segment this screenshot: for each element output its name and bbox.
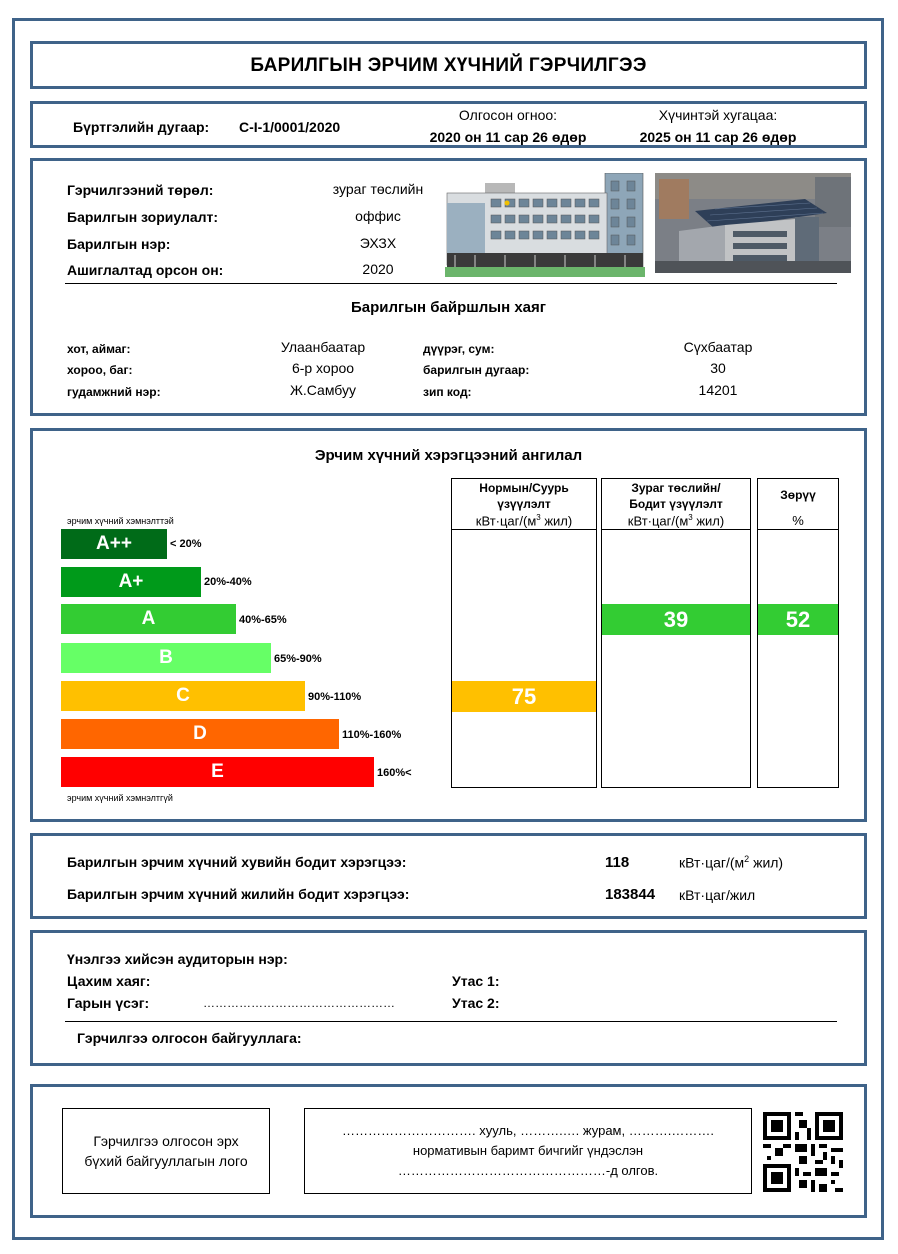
class-label-e: E xyxy=(211,761,224,782)
city-label: хот, аймаг: xyxy=(67,342,131,356)
issued-date: 2020 он 11 сар 26 өдөр xyxy=(429,129,587,145)
norm-value: 75 xyxy=(511,683,537,709)
email-label: Цахим хаяг: xyxy=(67,973,151,989)
design-unit xyxy=(601,513,751,528)
legal-line-1: …………………………. хууль, ……….…. журам, ……….………. xyxy=(342,1123,714,1138)
specific-consumption-unit xyxy=(679,854,783,871)
zip-code-label: зип код: xyxy=(423,385,472,399)
commission-year-value: 2020 xyxy=(362,261,394,277)
specific-consumption-value: 118 xyxy=(605,854,630,871)
commission-year-label: Ашиглалтад орсон он: xyxy=(67,262,224,278)
norm-unit-tail: жил) xyxy=(540,513,573,529)
efficient-caption: эрчим хүчний хэмнэлттэй xyxy=(67,516,174,526)
building-photo xyxy=(655,173,851,273)
class-bar-b xyxy=(61,643,271,673)
city-value: Улаанбаатар xyxy=(280,339,366,355)
legal-line-2: нормативын баримт бичгийг үндэслэн xyxy=(412,1143,644,1158)
class-bar-a xyxy=(61,604,236,634)
page-title: БАРИЛГЫН ЭРЧИМ ХҮЧНИЙ ГЭРЧИЛГЭЭ xyxy=(250,55,647,76)
certificate-type-value: зураг төслийн xyxy=(332,181,424,197)
auditor-name-label: Үнэлгээ хийсэн аудиторын нэр: xyxy=(67,951,288,967)
khoroo-value: 6-р хороо xyxy=(291,360,355,376)
annual-consumption-unit: кВт·цаг/жил xyxy=(679,887,756,903)
design-unit-main: кВт·цаг/(м xyxy=(627,513,689,529)
norm-unit-sup: 3 xyxy=(536,513,541,522)
logo-text-line-2: бүхий байгууллагын лого xyxy=(84,1153,248,1169)
valid-until-date: 2025 он 11 сар 26 өдөр xyxy=(639,129,797,145)
class-label-a: A xyxy=(141,608,156,629)
design-unit-tail: жил) xyxy=(692,513,725,529)
footer-panel xyxy=(30,1084,867,1218)
consumption-panel xyxy=(30,833,867,919)
title-panel xyxy=(30,41,867,89)
issuing-organization-label: Гэрчилгээ олгосон байгууллага: xyxy=(77,1030,302,1046)
class-bar-e xyxy=(61,757,374,787)
class-range-a-plus: 20%-40% xyxy=(204,576,252,588)
address-heading: Барилгын байршлын хаяг xyxy=(350,299,547,316)
difference-value: 52 xyxy=(785,606,811,632)
qr-code-icon xyxy=(763,1112,843,1192)
design-value: 39 xyxy=(663,606,689,632)
design-header-line xyxy=(601,529,751,530)
district-value: Сүхбаатар xyxy=(683,339,753,355)
design-value-cell xyxy=(602,604,750,635)
class-label-c: C xyxy=(176,685,190,706)
street-value: Ж.Самбуу xyxy=(289,382,357,398)
difference-header-line xyxy=(757,529,839,530)
phone-1-label: Утас 1: xyxy=(452,973,500,989)
building-purpose-label: Барилгын зориулалт: xyxy=(67,209,219,225)
class-range-b: 65%-90% xyxy=(274,653,322,665)
building-number-value: 30 xyxy=(710,360,726,376)
difference-title: Зөрүү xyxy=(780,488,816,502)
class-label-a-plus: A+ xyxy=(118,571,144,592)
phone-2-label: Утас 2: xyxy=(452,995,500,1011)
class-range-d: 110%-160% xyxy=(342,729,402,741)
class-bar-a-plus xyxy=(61,567,201,597)
class-range-c: 90%-110% xyxy=(308,691,362,703)
certificate-type-label: Гэрчилгээний төрөл: xyxy=(67,182,214,198)
valid-until-label: Хүчинтэй хугацаа: xyxy=(658,107,778,123)
signature-dots: ………………………………………… xyxy=(203,996,395,1010)
class-bar-c xyxy=(61,681,305,711)
district-label: дүүрэг, сум: xyxy=(423,342,495,356)
class-label-b: B xyxy=(159,647,173,668)
building-name-label: Барилгын нэр: xyxy=(67,236,171,252)
specific-unit-main: кВт·цаг/(м xyxy=(679,854,745,871)
zip-code-value: 14201 xyxy=(698,382,738,398)
design-title-1: Зураг төслийн/ xyxy=(631,481,721,495)
auditor-panel xyxy=(30,930,867,1066)
norm-value-cell xyxy=(452,681,596,712)
classification-heading: Эрчим хүчний хэрэгцээний ангилал xyxy=(314,447,583,464)
norm-title-1: Нормын/Суурь xyxy=(479,481,569,495)
building-name-value: ЭХЗХ xyxy=(359,235,397,251)
difference-unit: % xyxy=(792,513,804,528)
building-divider xyxy=(65,283,837,284)
legal-line-3: …………………………………………-д олгов. xyxy=(397,1163,659,1178)
registration-label: Бүртгэлийн дугаар: xyxy=(73,119,210,135)
khoroo-label: хороо, баг: xyxy=(67,363,133,377)
norm-unit xyxy=(451,513,597,528)
annual-consumption-value: 183844 xyxy=(605,886,656,903)
registration-panel xyxy=(30,101,867,148)
signature-label: Гарын үсэг: xyxy=(67,995,150,1011)
norm-title-2: үзүүлэлт xyxy=(497,497,551,511)
specific-unit-sup: 2 xyxy=(744,854,750,864)
logo-text-line-1: Гэрчилгээ олгосон эрх xyxy=(93,1133,239,1149)
inefficient-caption: эрчим хүчний хэмнэлтгүй xyxy=(67,793,173,803)
class-label-a-plus-plus: A++ xyxy=(96,533,132,554)
annual-consumption-label: Барилгын эрчим хүчний жилийн бодит хэрэгцээ: xyxy=(67,886,410,902)
design-unit-sup: 3 xyxy=(688,513,693,522)
organization-logo-box xyxy=(62,1108,270,1194)
street-label: гудамжний нэр: xyxy=(67,385,161,399)
class-bar-a-plus-plus xyxy=(61,529,167,559)
class-range-a: 40%-65% xyxy=(239,614,287,626)
building-elevation-drawing xyxy=(445,173,645,277)
building-panel xyxy=(30,158,867,416)
design-title-2: Бодит үзүүлэлт xyxy=(629,497,723,511)
issued-date-label: Олгосон огноо: xyxy=(458,107,558,123)
difference-value-cell xyxy=(758,604,838,635)
norm-header-line xyxy=(451,529,597,530)
classification-panel xyxy=(30,428,867,822)
norm-unit-main: кВт·цаг/(м xyxy=(475,513,537,529)
auditor-divider xyxy=(65,1021,837,1022)
class-bar-d xyxy=(61,719,339,749)
registration-number: C-I-1/0001/2020 xyxy=(239,119,341,135)
building-number-label: барилгын дугаар: xyxy=(423,363,530,377)
specific-unit-tail: жил) xyxy=(749,854,784,871)
class-range-a-plus-plus: < 20% xyxy=(170,538,202,550)
specific-consumption-label: Барилгын эрчим хүчний хувийн бодит хэрэгцээ: xyxy=(67,854,407,870)
class-range-e: 160%< xyxy=(377,767,412,779)
class-label-d: D xyxy=(193,723,207,744)
building-purpose-value: оффис xyxy=(355,208,401,224)
legal-basis-box xyxy=(304,1108,752,1194)
